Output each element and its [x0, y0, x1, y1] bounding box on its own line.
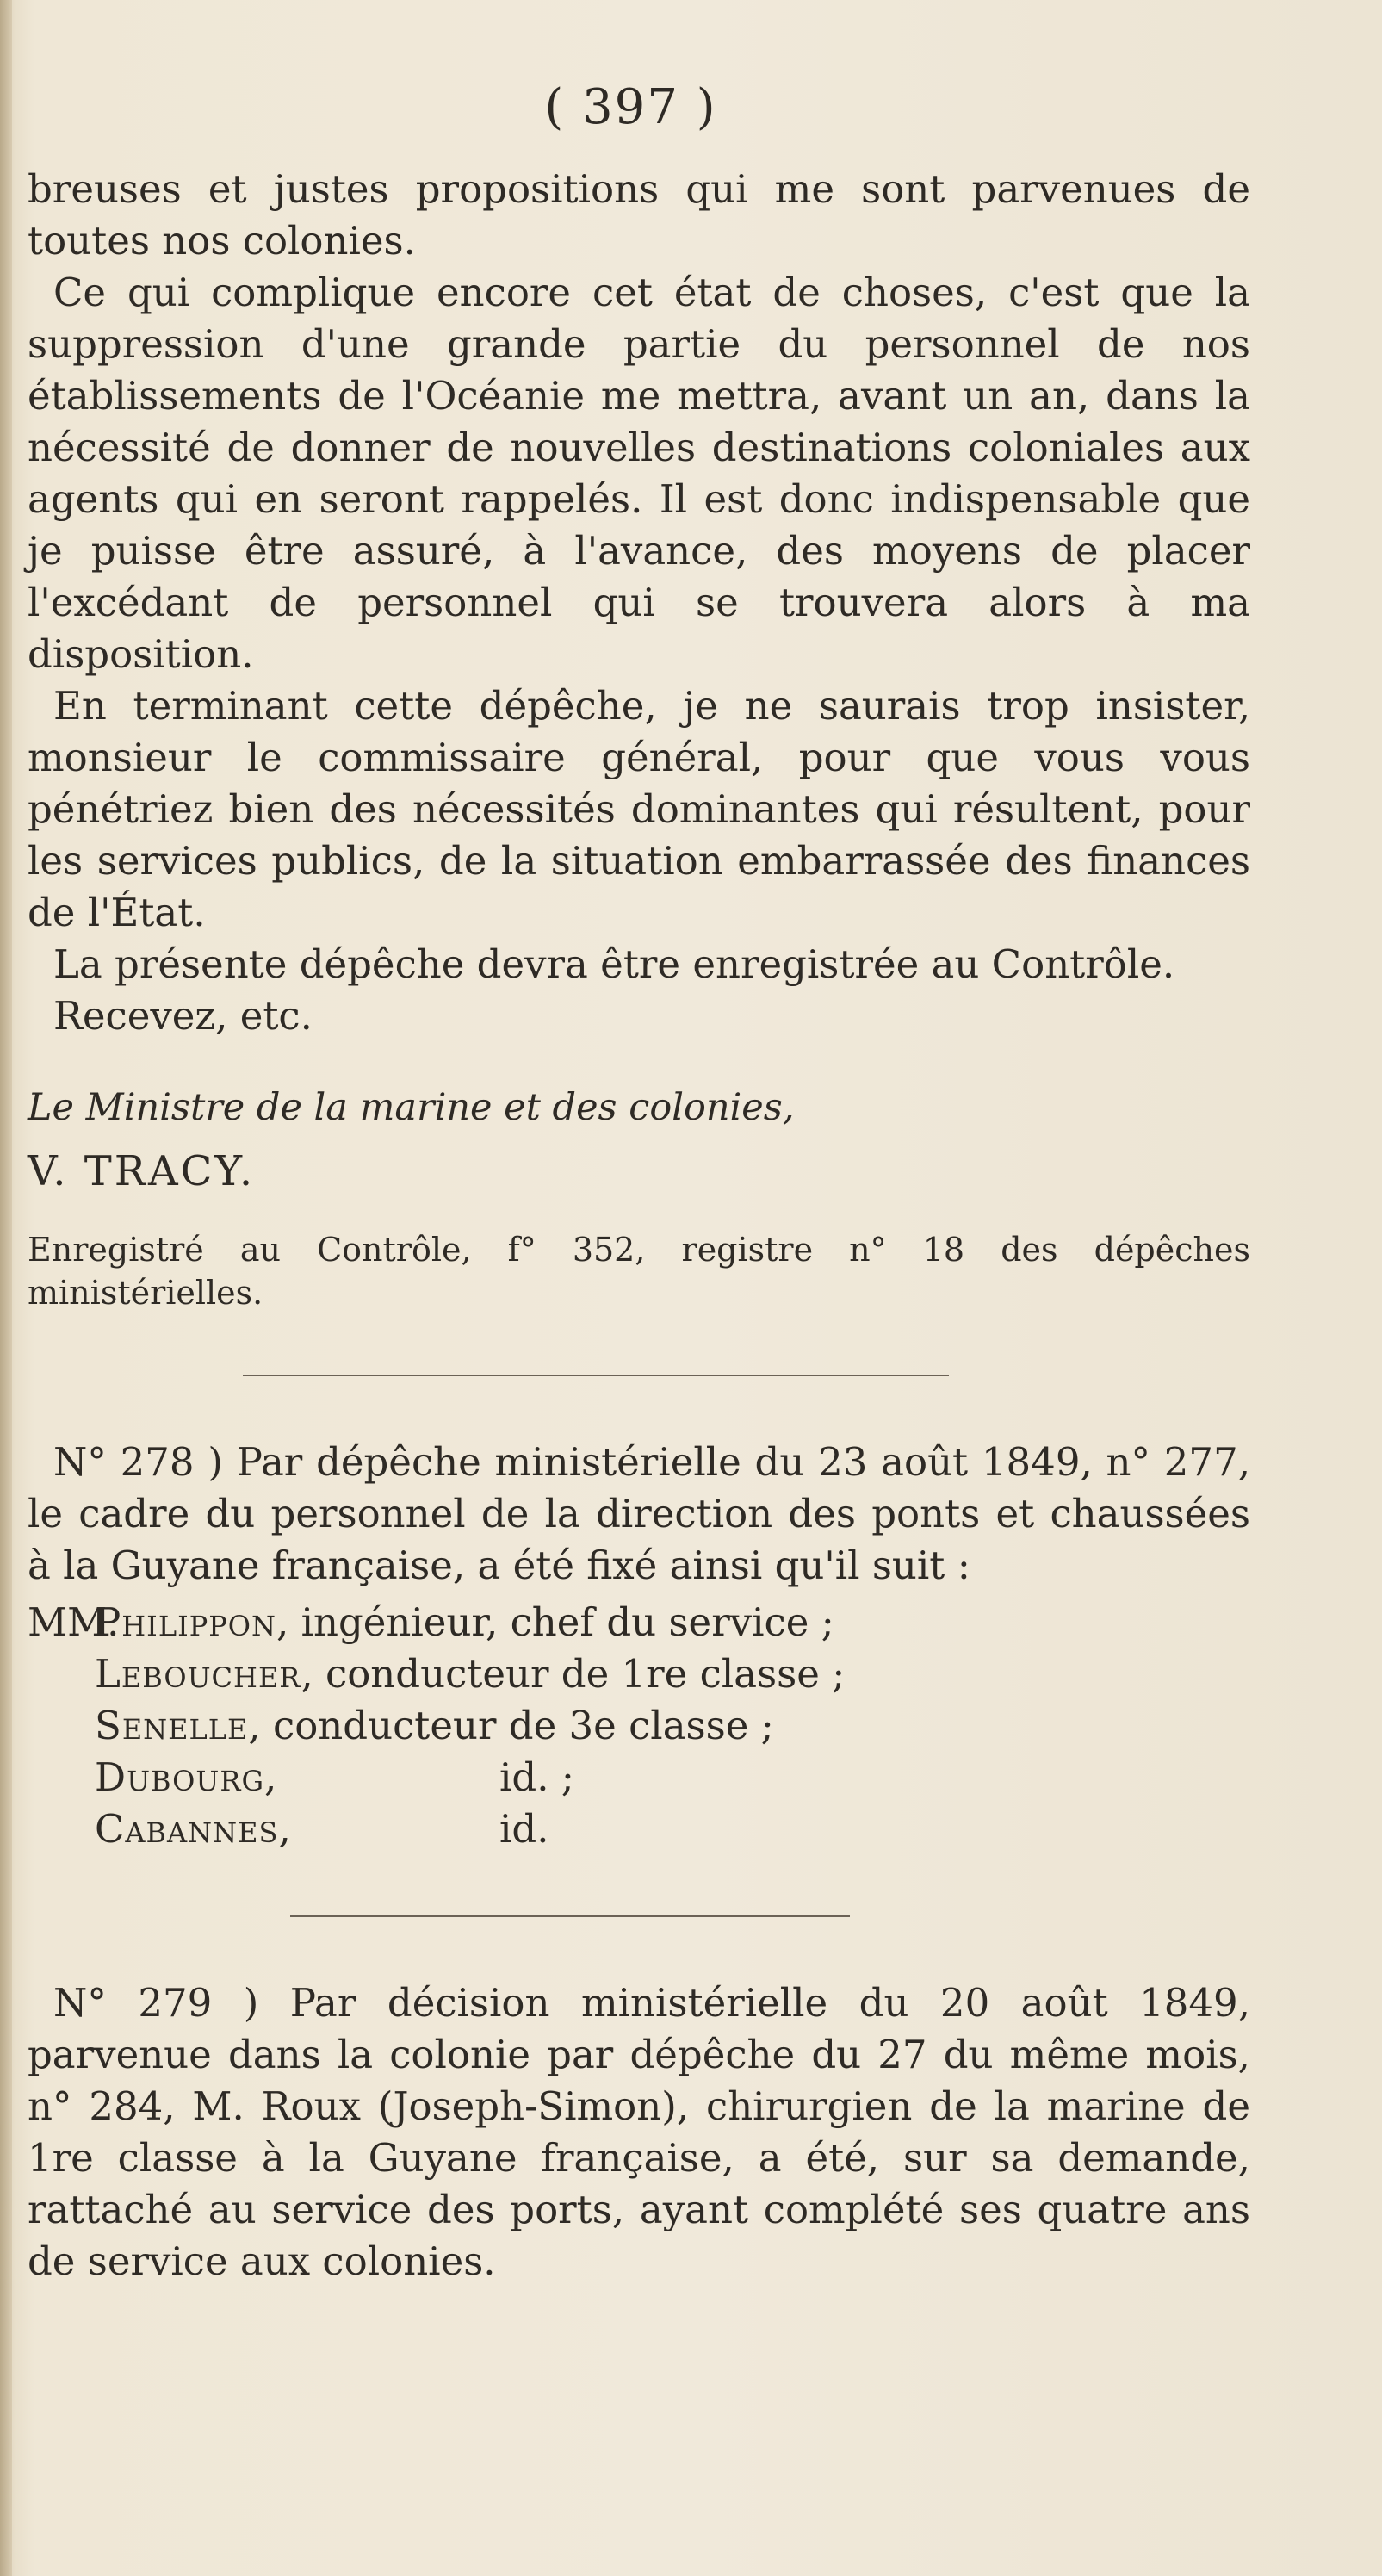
staff-role: , conducteur de 1re classe ; — [301, 1651, 846, 1697]
staff-name: Dubourg, — [95, 1754, 278, 1800]
staff-row — [28, 1700, 1250, 1752]
section-divider — [290, 1915, 850, 1917]
staff-prefix: MM. — [28, 1599, 120, 1645]
section-278-intro: N° 278 ) Par dépêche ministérielle du 23 août 1849, n° 277, le cadre du personnel de la direction des ponts et chaussées à la Guyane française, a été fixé ainsi qu'il suit : — [28, 1439, 1250, 1588]
page-number: ( 397 ) — [544, 79, 717, 135]
staff-row — [28, 1648, 1250, 1700]
staff-entry — [95, 1648, 845, 1700]
staff-entry — [95, 1597, 834, 1648]
staff-row — [28, 1597, 1250, 1648]
staff-entry — [95, 1700, 774, 1752]
section-divider — [243, 1375, 949, 1376]
paragraph-salutation: Recevez, etc. — [53, 993, 313, 1039]
staff-prefix — [28, 1803, 95, 1855]
paragraph-registration: La présente dépêche devra être enregistrée au Contrôle. — [53, 941, 1175, 987]
staff-role: id. ; — [499, 1754, 574, 1800]
signature-name: V. TRACY. — [28, 1147, 256, 1195]
staff-role: id. — [499, 1806, 549, 1852]
staff-name: Leboucher — [95, 1651, 301, 1697]
signature-title: Le Ministre de la marine et des colonies, — [28, 1086, 795, 1129]
paragraph-personnel: Ce qui complique encore cet état de choses, c'est que la suppression d'une grande partie du personnel de nos établissements de l'Océanie me mettra, avant un an, dans la nécessité de donner de nouvelles destinations coloniales aux agents qui en seront rappelés. Il est donc indispensable que je puisse être assuré, à l'avance, des moyens de placer l'excédant de personnel qui se trouvera alors à ma disposition. — [28, 270, 1250, 677]
staff-list — [28, 1597, 1250, 1855]
staff-row — [28, 1752, 1250, 1803]
page-content — [28, 164, 1250, 2287]
paragraph-closing: En terminant cette dépêche, je ne saurais trop insister, monsieur le commissaire général, pour que vous vous pénétriez bien des nécessités dominantes qui résultent, pour les services publics, de la situation embarrassée des finances de l'État. — [28, 683, 1250, 935]
staff-row — [28, 1803, 1250, 1855]
staff-role: , ingénieur, chef du service ; — [276, 1599, 834, 1645]
staff-prefix — [28, 1700, 95, 1752]
book-spine-shadow — [0, 0, 12, 2576]
staff-name: Senelle — [95, 1703, 249, 1748]
staff-role: , conducteur de 3e classe ; — [248, 1703, 774, 1748]
registered-note: Enregistré au Contrôle, f° 352, registre n° 18 des dépêches ministérielles. — [28, 1231, 1250, 1312]
staff-name: Cabannes, — [95, 1806, 292, 1852]
staff-prefix — [28, 1752, 95, 1803]
paragraph-continuation: breuses et justes propositions qui me sont parvenues de toutes nos colonies. — [28, 166, 1250, 264]
staff-prefix — [28, 1648, 95, 1700]
staff-name: Philippon — [95, 1599, 277, 1645]
section-279-text: N° 279 ) Par décision ministérielle du 20 août 1849, parvenue dans la colonie par dépêche du 27 du même mois, n° 284, M. Roux (Joseph-Simon), chirurgien de la marine de 1re classe à la Guyane française, a été, sur sa demande, rattaché au service des ports, ayant complété ses quatre ans de service aux colonies. — [28, 1980, 1250, 2284]
